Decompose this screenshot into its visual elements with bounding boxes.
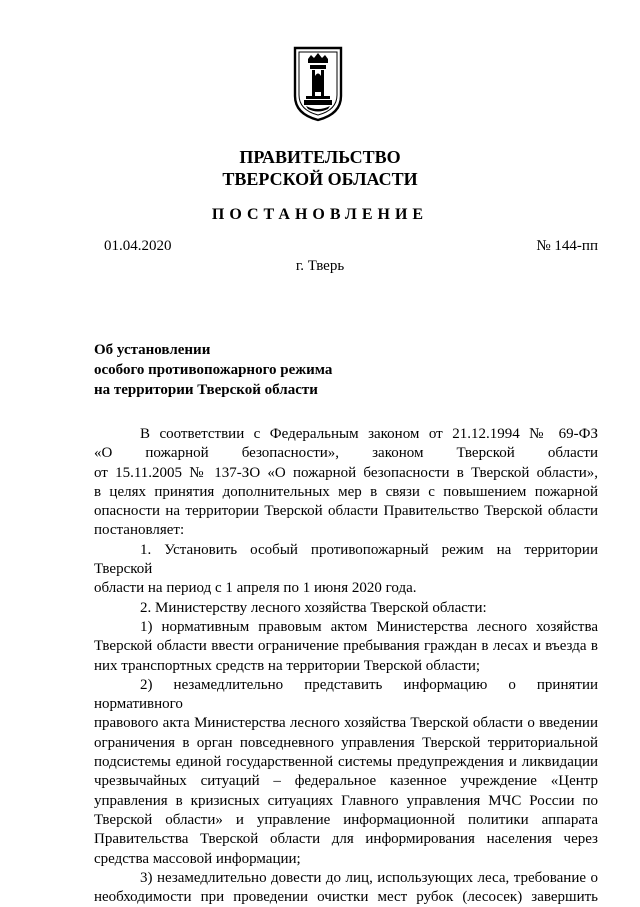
body-line: в целях принятия дополнительных мер в связи с повышением пожарной bbox=[94, 483, 598, 500]
body-line: Тверской области» и управление информационной политики аппарата bbox=[94, 811, 598, 828]
document-type-title: ПОСТАНОВЛЕНИЕ bbox=[211, 206, 429, 223]
body-line: подсистемы единой государственной системы предупреждения и ликвидации bbox=[94, 754, 598, 771]
body-line: чрезвычайных ситуаций – федеральное казенное учреждение «Центр bbox=[94, 773, 598, 790]
document-subject bbox=[94, 340, 474, 400]
body-line: 1. Установить особый противопожарный режим на территории Тверской bbox=[94, 541, 598, 578]
body-line: от 15.11.2005 № 137-ЗО «О пожарной безопасности в Тверской области», bbox=[94, 464, 598, 481]
subject-line: Об установлении bbox=[94, 342, 211, 358]
body-line: Тверской области ввести ограничение пребывания граждан в лесах и въезда в bbox=[94, 638, 598, 655]
document-body bbox=[94, 425, 598, 907]
body-line: необходимости при проведении очистки мест рубок (лесосек) завершить bbox=[94, 889, 598, 906]
body-line: 1) нормативным правовым актом Министерства лесного хозяйства bbox=[140, 618, 598, 635]
body-line: В соответствии с Федеральным законом от 21.12.1994 № 69-ФЗ bbox=[140, 426, 598, 442]
document-number: № 144-пп bbox=[536, 238, 598, 254]
body-line: ограничения в орган повседневного управления Тверской территориальной bbox=[94, 734, 598, 751]
body-line: 2. Министерству лесного хозяйства Тверской области: bbox=[140, 599, 487, 616]
subject-line: особого противопожарного режима bbox=[94, 362, 333, 378]
organization-title-line1: ПРАВИТЕЛЬСТВО bbox=[239, 147, 401, 167]
body-line: 3) незамедлительно довести до лиц, использующих леса, требование о bbox=[140, 869, 598, 886]
body-line: постановляет: bbox=[94, 522, 185, 539]
document-city: г. Тверь bbox=[295, 258, 345, 274]
body-line: 2) незамедлительно представить информацию о принятии нормативного bbox=[94, 676, 598, 713]
body-line: них транспортных средств на территории Тверской области; bbox=[94, 657, 481, 674]
body-line: «О пожарной безопасности», законом Тверской области bbox=[94, 445, 598, 462]
body-line: области на период с 1 апреля по 1 июня 2020 года. bbox=[94, 580, 417, 597]
subject-line: на территории Тверской области bbox=[94, 382, 318, 398]
document-date: 01.04.2020 bbox=[104, 238, 172, 254]
body-line: опасности на территории Тверской области Правительство Тверской области bbox=[94, 503, 598, 520]
body-line: правового акта Министерства лесного хозяйства Тверской области о введении bbox=[94, 715, 598, 732]
body-line: Правительства Тверской области для информирования населения через bbox=[94, 831, 598, 848]
body-line: управления в кризисных ситуациях Главного управления МЧС России по bbox=[94, 792, 598, 809]
body-line: средства массовой информации; bbox=[94, 850, 301, 867]
coat-of-arms-emblem bbox=[292, 46, 344, 122]
organization-title-line2: ТВЕРСКОЙ ОБЛАСТИ bbox=[222, 169, 418, 189]
